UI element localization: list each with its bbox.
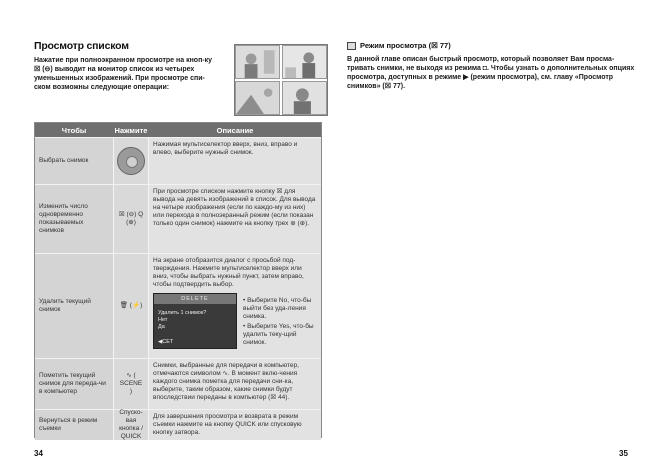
row-action: Изменить число одновременно показываемых снимков — [35, 185, 113, 253]
bullet-yes: • Выберите Yes, что-бы удалить теку-щий снимок. — [243, 323, 314, 346]
row-action: Выбрать снимок — [35, 138, 113, 184]
row-description: При просмотре списком нажмите кнопку ☒ для вывода на девять изображений в список. Для вывода на четыре изображения (если по каждо-му из них) или перехода в полноэкранный режим (если показан только один снимок) нажмите на кнопку трех ⊕ (⊕). — [149, 185, 321, 253]
column-header: Нажмите — [114, 125, 148, 135]
column-header: Описание — [216, 125, 254, 135]
table-row — [35, 184, 321, 253]
intro-paragraph: Нажатие при полноэкранном просмотре на кноп-ку ☒ (⊖) выводит на монитор список из четырех уменьшенных изображений. При просмотре спи-ском возможны следующие операции: — [34, 57, 213, 91]
section-heading-text: Режим просмотра (☒ 77) — [360, 41, 451, 50]
thumbnail-image — [235, 81, 280, 115]
multi-selector-icon — [117, 147, 145, 175]
section-body: В данной главе описан быстрый просмотр, который позволяет Вам просма-тривать снимки, не выходя из режима ◘. Чтобы узнать о дополнительных опциях просмотра, доступных в режиме ▶ (режим просмотра), см. главу «Просмотр снимков» (☒ 77). — [347, 56, 635, 90]
page-title: Просмотр списком — [34, 40, 129, 52]
delete-description: На экране отобразится диалог с просьбой под-тверждения. Нажмите мультиселектор вверх или вниз, чтобы выбрать нужный пункт, затем вправо, чтобы подтвердить выбор. — [153, 257, 304, 288]
row-press: 🗑 (⚡) — [113, 254, 149, 358]
thumbnail-image — [282, 45, 327, 79]
row-action: Удалить текущий снимок — [35, 254, 113, 358]
column-header: Чтобы — [61, 125, 87, 135]
section-heading — [347, 41, 451, 50]
table-row — [35, 409, 321, 440]
dialog-body — [154, 304, 236, 337]
table-header — [35, 123, 321, 137]
row-press: ☒ (⊖) Q (⊕) — [113, 185, 149, 253]
right-page — [323, 0, 646, 469]
bullet-no: • Выберите No, что-бы выйти без уда-ления снимка. — [243, 297, 312, 320]
page-number: 35 — [619, 449, 628, 458]
dialog-option-no: Нет — [158, 317, 168, 323]
playback-mode-icon — [347, 42, 356, 50]
delete-dialog-screen — [153, 293, 237, 349]
row-description: Нажимая мультиселектор вверх, вниз, вправо и влево, выберите нужный снимок. — [149, 138, 321, 184]
thumbnail-image — [282, 81, 327, 115]
row-press: Спуско-вая кнопка / QUICK — [113, 410, 149, 440]
row-action: Вернуться в режим съемки — [35, 410, 113, 440]
table-row — [35, 358, 321, 409]
dialog-footer: ◀СЕТ — [158, 339, 174, 345]
dialog-title: DELETE — [154, 294, 236, 304]
row-press: ∿ ( SCENE ) — [113, 359, 149, 409]
page-number: 34 — [34, 449, 43, 458]
row-press — [113, 138, 149, 184]
thumbnail-grid-illustration — [234, 44, 328, 116]
table-row — [35, 137, 321, 184]
dialog-option-yes: Да — [158, 324, 165, 330]
operations-table — [34, 122, 322, 438]
dialog-question: Удалить 1 снимок? — [158, 310, 207, 316]
thumbnail-image — [235, 45, 280, 79]
row-description: Снимки, выбранные для передачи в компьютер, отмечаются символом ∿. В момент вклю-чения каждого снимка пометка для передачи сни-ка, выберите, таким образом, какие снимки будут впоследствии переданы в компьютер (☒ 44). — [149, 359, 321, 409]
row-description: Для завершения просмотра и возврата в режим съемки нажмите на кнопку QUICK или спусковую кнопку затвора. — [149, 410, 321, 440]
table-row — [35, 253, 321, 358]
row-description — [149, 254, 321, 358]
row-action: Пометить текущий снимок для переда-чи в компьютер — [35, 359, 113, 409]
